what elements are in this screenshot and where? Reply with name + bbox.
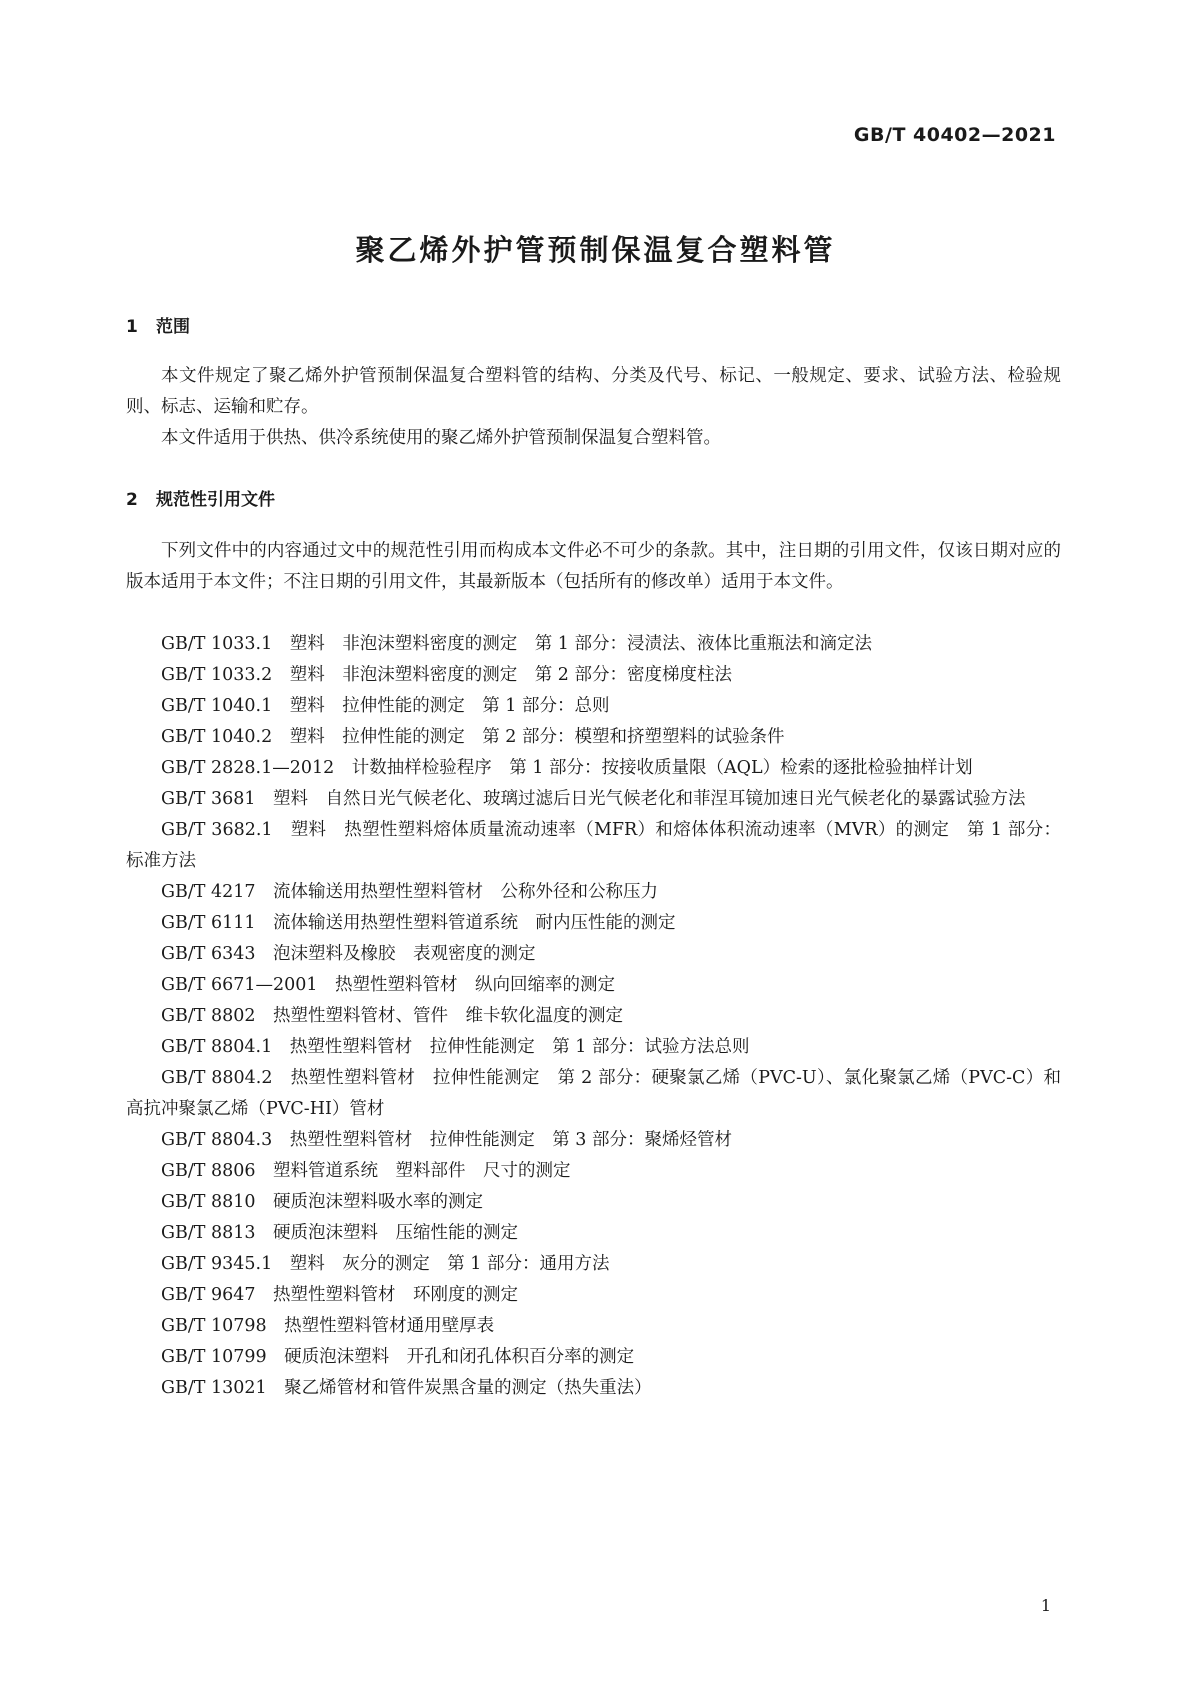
reference-item: GB/T 9345.1 塑料 灰分的测定 第 1 部分：通用方法: [161, 1254, 610, 1274]
standard-code: GB/T 40402—2021: [853, 124, 1056, 146]
reference-item: GB/T 4217 流体输送用热塑性塑料管材 公称外径和公称压力: [161, 882, 659, 902]
reference-item: GB/T 6111 流体输送用热塑性塑料管道系统 耐内压性能的测定: [161, 913, 676, 933]
reference-item: GB/T 8802 热塑性塑料管材、管件 维卡软化温度的测定: [161, 1006, 624, 1026]
section-1-heading: [126, 312, 190, 337]
section-title: 规范性引用文件: [156, 490, 275, 510]
reference-item: GB/T 8806 塑料管道系统 塑料部件 尺寸的测定: [161, 1161, 571, 1181]
document-title: 聚乙烯外护管预制保温复合塑料管: [355, 233, 836, 267]
reference-item: GB/T 6343 泡沫塑料及橡胶 表观密度的测定: [161, 944, 536, 964]
reference-item: GB/T 6671—2001 热塑性塑料管材 纵向回缩率的测定: [161, 975, 616, 995]
reference-item: GB/T 8810 硬质泡沫塑料吸水率的测定: [161, 1192, 484, 1212]
reference-item: GB/T 8804.3 热塑性塑料管材 拉伸性能测定 第 3 部分：聚烯烃管材: [161, 1130, 732, 1150]
section-number: 2: [126, 490, 138, 510]
reference-item: GB/T 1033.1 塑料 非泡沫塑料密度的测定 第 1 部分：浸渍法、液体比重瓶法和滴定法: [161, 634, 872, 654]
reference-list: [126, 629, 1061, 1404]
reference-item: GB/T 1040.1 塑料 拉伸性能的测定 第 1 部分：总则: [161, 696, 610, 716]
reference-item: GB/T 13021 聚乙烯管材和管件炭黑含量的测定（热失重法）: [161, 1378, 652, 1398]
reference-item: GB/T 8804.1 热塑性塑料管材 拉伸性能测定 第 1 部分：试验方法总则: [161, 1037, 750, 1057]
reference-item: GB/T 3681 塑料 自然日光气候老化、玻璃过滤后日光气候老化和菲涅耳镜加速日光气候老化的暴露试验方法: [161, 789, 1026, 809]
reference-item: GB/T 1033.2 塑料 非泡沫塑料密度的测定 第 2 部分：密度梯度柱法: [161, 665, 732, 685]
reference-item: GB/T 2828.1—2012 计数抽样检验程序 第 1 部分：按接收质量限（AQL）检索的逐批检验抽样计划: [161, 758, 973, 778]
reference-item: GB/T 10798 热塑性塑料管材通用壁厚表: [161, 1316, 495, 1336]
scope-paragraph: 本文件规定了聚乙烯外护管预制保温复合塑料管的结构、分类及代号、标记、一般规定、要求、试验方法、检验规则、标志、运输和贮存。: [126, 366, 1061, 417]
section-2-heading: [126, 485, 275, 510]
reference-item: GB/T 3682.1 塑料 热塑性塑料熔体质量流动速率（MFR）和熔体体积流动速率（MVR）的测定 第 1 部分：标准方法: [126, 820, 1061, 871]
reference-item: GB/T 8804.2 热塑性塑料管材 拉伸性能测定 第 2 部分：硬聚氯乙烯（PVC-U）、氯化聚氯乙烯（PVC-C）和高抗冲聚氯乙烯（PVC-HI）管材: [126, 1068, 1061, 1119]
reference-item: GB/T 9647 热塑性塑料管材 环刚度的测定: [161, 1285, 519, 1305]
section-title: 范围: [156, 317, 190, 337]
section-number: 1: [126, 317, 138, 337]
scope-paragraph: 本文件适用于供热、供冷系统使用的聚乙烯外护管预制保温复合塑料管。: [161, 428, 721, 448]
reference-item: GB/T 10799 硬质泡沫塑料 开孔和闭孔体积百分率的测定: [161, 1347, 635, 1367]
reference-item: GB/T 1040.2 塑料 拉伸性能的测定 第 2 部分：模塑和挤塑塑料的试验条件: [161, 727, 785, 747]
reference-item: GB/T 8813 硬质泡沫塑料 压缩性能的测定: [161, 1223, 519, 1243]
normative-intro: 下列文件中的内容通过文中的规范性引用而构成本文件必不可少的条款。其中，注日期的引用文件，仅该日期对应的版本适用于本文件；不注日期的引用文件，其最新版本（包括所有的修改单）适用于本文件。: [126, 541, 1061, 592]
page-number: 1: [1040, 1596, 1051, 1615]
